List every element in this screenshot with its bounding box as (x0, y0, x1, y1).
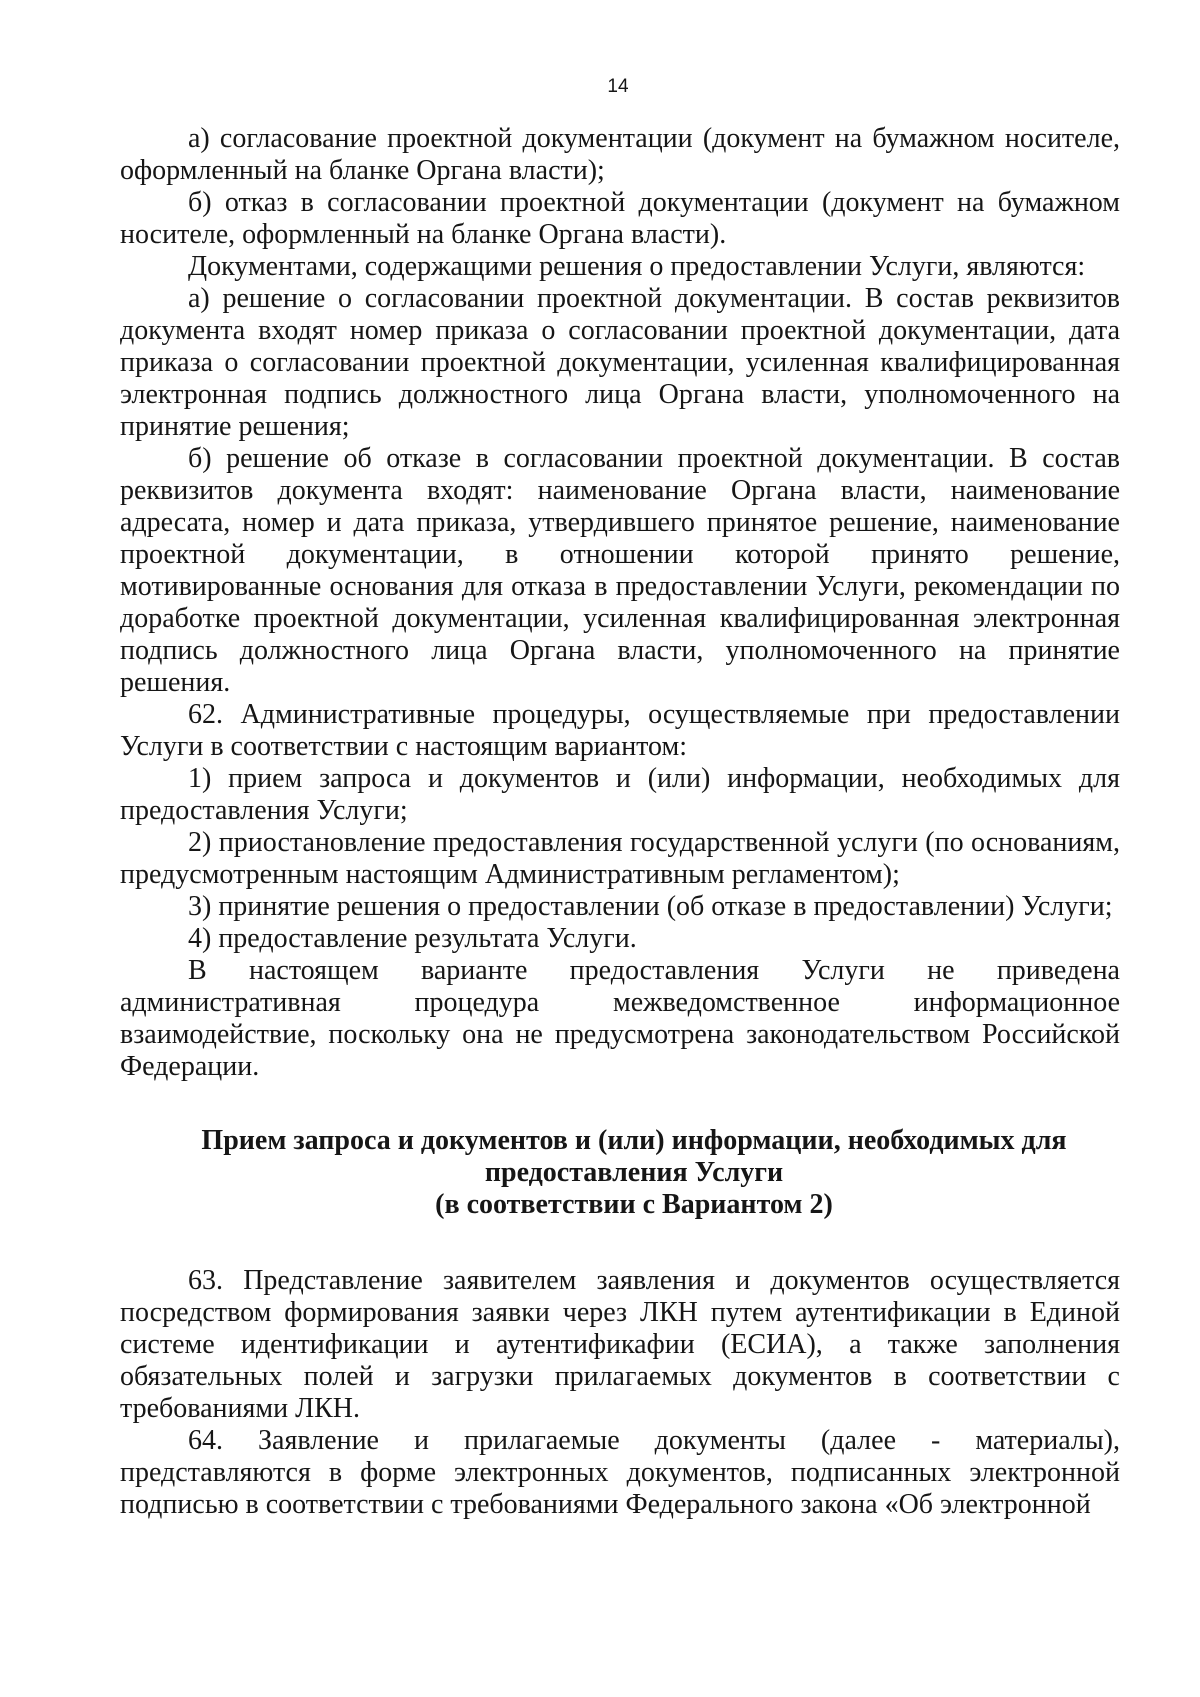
paragraph-interagency-note: В настоящем варианте предоставления Услуги не приведена административная процедура межведомственное информационное взаимодействие, поскольку она не предусмотрена законодательством Российской Федерации. (120, 955, 1120, 1082)
section-heading-line-3: (в соответствии с Вариантом 2) (435, 1189, 833, 1220)
paragraph-item-b-refusal: б) отказ в согласовании проектной документации (документ на бумажном носителе, оформленный на бланке Органа власти). (120, 187, 1120, 250)
paragraph-decision-approval: а) решение о согласовании проектной документации. В состав реквизитов документа входят номер приказа о согласовании проектной документации, дата приказа о согласовании проектной документации, усиленная квалифицированная электронная подпись должностного лица Органа власти, уполномоченного на принятие решения; (120, 283, 1120, 442)
list-item-procedure-2: 2) приостановление предоставления государственной услуги (по основаниям, предусмотренным настоящим Административным регламентом); (120, 827, 1120, 890)
document-body (120, 123, 1120, 1521)
paragraph-item-a-approval: а) согласование проектной документации (документ на бумажном носителе, оформленный на бланке Органа власти); (120, 123, 1120, 186)
list-item-procedure-1: 1) прием запроса и документов и (или) информации, необходимых для предоставления Услуги; (120, 763, 1120, 826)
paragraph-63: 63. Представление заявителем заявления и документов осуществляется посредством формирования заявки через ЛКН путем аутентификации в Единой системе идентификации и аутентификафии (ЕСИА), а также заполнения обязательных полей и загрузки прилагаемых документов в соответствии с требованиями ЛКН. (120, 1265, 1120, 1424)
list-item-procedure-4: 4) предоставление результата Услуги. (188, 923, 637, 954)
paragraph-decision-documents: Документами, содержащими решения о предоставлении Услуги, являются: (188, 251, 1086, 282)
paragraph-decision-refusal: б) решение об отказе в согласовании проектной документации. В состав реквизитов документа входят: наименование Органа власти, наименование адресата, номер и дата приказа, утвердившего принятое решение, наименование проектной документации, в отношении которой принято решение, мотивированные основания для отказа в предоставлении Услуги, рекомендации по доработке проектной документации, усиленная квалифицированная электронная подпись должностного лица Органа власти, уполномоченного на принятие решения. (120, 443, 1120, 698)
section-heading-line-2: предоставления Услуги (484, 1157, 784, 1188)
page-number: 14 (607, 76, 629, 97)
section-heading-line-1: Прием запроса и документов и (или) информации, необходимых для (201, 1125, 1067, 1156)
section-heading (120, 1125, 1120, 1221)
list-item-procedure-3: 3) принятие решения о предоставлении (об отказе в предоставлении) Услуги; (188, 891, 1113, 922)
paragraph-62: 62. Административные процедуры, осуществляемые при предоставлении Услуги в соответствии с настоящим вариантом: (120, 699, 1120, 762)
paragraph-64: 64. Заявление и прилагаемые документы (далее - материалы), представляются в форме электронных документов, подписанных электронной подписью в соответствии с требованиями Федерального закона «Об электронной (120, 1425, 1120, 1520)
